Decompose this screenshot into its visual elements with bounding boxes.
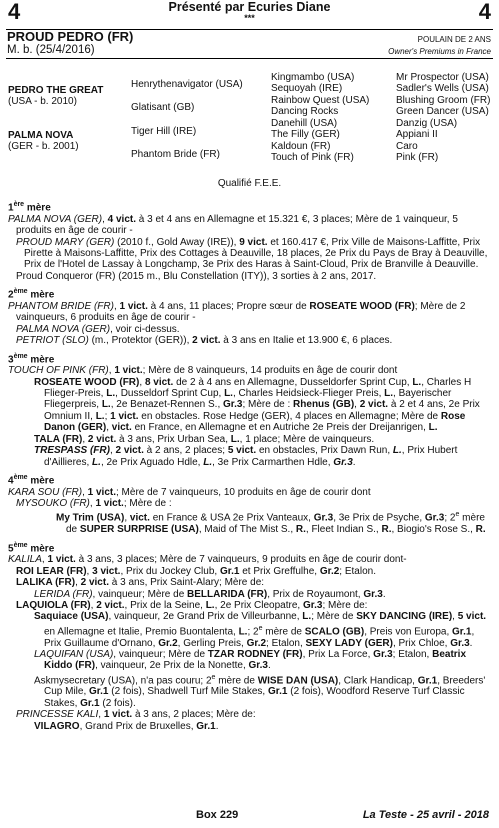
pedigree-gen3: Kingmambo (USA) — [271, 72, 355, 83]
pedigree-gen3: Touch of Pink (FR) — [271, 152, 354, 163]
horse-name: PROUD PEDRO (FR) — [7, 29, 134, 44]
paragraph: PALMA NOVA (GER), 4 vict. à 3 et 4 ans en Allemagne et 15.321 €, 3 places; Mère de 1 vainqueur, 5 produits en âge de courir - — [8, 213, 458, 237]
paragraph: KARA SOU (FR), 1 vict.; Mère de 7 vainqueurs, 10 produits en âge de courir dont — [8, 486, 371, 498]
divider — [6, 58, 493, 59]
qualification: Qualifié F.E.E. — [217, 178, 282, 189]
pedigree-gen2: Henrythenavigator (USA) — [131, 79, 243, 90]
paragraph: TRESPASS (FR), 2 vict. à 2 ans, 2 places; 5 vict. en obstacles, Prix Dawn Run, L., Prix Hubert d'Aillieres, L., 2e Prix Aguado Hdle, L., 3e Prix Carmarthen Hdle, Gr.3. — [34, 445, 458, 468]
family-notes — [8, 196, 490, 732]
pedigree-gen4: Pink (FR) — [396, 152, 439, 163]
sire-info: (USA - b. 2010) — [8, 96, 77, 107]
paragraph: TOUCH OF PINK (FR), 1 vict.; Mère de 8 vainqueurs, 14 produits en âge de courir dont — [8, 365, 398, 377]
paragraph: PALMA NOVA (GER), voir ci-dessus. — [16, 323, 180, 335]
pedigree-gen4: Mr Prospector (USA) — [396, 72, 489, 83]
paragraph: ROI LEAR (FR), 3 vict., Prix du Jockey Club, Gr.1 et Prix Greffulhe, Gr.2; Etalon. — [16, 565, 376, 577]
pedigree-gen4: Danzig (USA) — [396, 118, 458, 129]
presenter: Présenté par Ecuries Diane — [168, 0, 331, 14]
pedigree-gen3: Kaldoun (FR) — [271, 141, 331, 152]
paragraph: VILAGRO, Grand Prix de Bruxelles, Gr.1. — [34, 720, 219, 732]
section-heading: 5ème mère — [8, 541, 55, 554]
box-number: Box 229 — [196, 809, 239, 822]
stars: *** — [244, 13, 255, 23]
pedigree-gen3: Rainbow Quest (USA) — [271, 95, 370, 106]
catalogue-header — [0, 0, 499, 28]
paragraph: PROUD MARY (GER) (2010 f., Gold Away (IRE)), 9 vict. et 160.417 €, Prix Ville de Maisons-Laffitte, Prix Pirette à Maisons-Laffitte, Prix des Cottages à Deauville, 18 places, 2e Prix du Pays de Bray à Deauville, Prix de l'Hotel de Lassay à Longchamp, 3e Prix des Haras à Saint-Cloud, Prix de Branville à Deauville. — [16, 236, 488, 271]
horse-description: M. b. (25/4/2016) — [7, 44, 95, 56]
dam-info: (GER - b. 2001) — [8, 141, 79, 152]
paragraph: Askmysecretary (USA), n'a pas couru; 2e mère de WISE DAN (USA), Clark Handicap, Gr.1, Breeders' Cup Mile, Gr.1 (2 fois), Shadwell Turf Mile Stakes, Gr.1 (2 fois), Woodford Reserve Turf Classic Stakes, Gr.1 (2 fois). — [34, 673, 486, 709]
paragraph: LERIDA (FR), vainqueur; Mère de BELLARIDA (FR), Prix de Royaumont, Gr.3. — [34, 588, 386, 600]
paragraph: LALIKA (FR), 2 vict. à 3 ans, Prix Saint-Alary; Mère de: — [16, 577, 265, 589]
horse-status: POULAIN DE 2 ANS — [417, 35, 491, 44]
sire-name: PEDRO THE GREAT — [8, 85, 104, 96]
paragraph: PHANTOM BRIDE (FR), 1 vict. à 4 ans, 11 places; Propre sœur de ROSEATE WOOD (FR); Mère de 2 vainqueurs, 6 produits en âge de courir - — [8, 300, 466, 324]
pedigree-gen3: The Filly (GER) — [271, 129, 340, 140]
section-heading: 1ère mère — [8, 201, 51, 214]
pedigree-gen2: Tiger Hill (IRE) — [131, 126, 197, 137]
paragraph: KALILA, 1 vict. à 3 ans, 3 places; Mère de 7 vainqueurs, 9 produits en âge de courir dont- — [8, 554, 407, 566]
paragraph: Saquiace (USA), vainqueur, 2e Grand Prix de Villeurbanne, L.; Mère de SKY DANCING (IRE), 5 vict. en Allemagne et Italie, Premio Buontalenta, L.; 2e mère de SCALO (GB), Preis von Europa, Gr.1, Prix Guillaume d'Ornano, Gr.2, Gerling Preis, Gr.2; Etalon, SEXY LADY (GER), Prix Chloe, Gr.3. — [34, 611, 487, 649]
paragraph: LAQUIFAN (USA), vainqueur; Mère de TZAR RODNEY (FR), Prix La Force, Gr.3; Etalon, Beatrix Kiddo (FR), vainqueur, 2e Prix de la Nonette, Gr.3. — [34, 648, 467, 672]
paragraph: ROSEATE WOOD (FR), 8 vict. de 2 à 4 ans en Allemagne, Dusseldorfer Sprint Cup, L., Charles H Flieger-Preis, L., Dusseldorf Sprint Cup, L., Charles Heidsieck-Flieger Preis, L., Bayerischer Fliegerpreis, L., 2e Benazet-Rennen S., Gr.3; Mère de : Rhenus (GB), 2 vict. à 2 et 4 ans, 2e Prix Omnium II, L.; 1 vict. en obstacles. Rose Hedge (GER), 4 places en Allemagne; Mère de Rose Danon (GER), vict. en France, en Allemagne et en Autriche 2e Preis der Dreijanrigen, L. — [34, 376, 480, 434]
paragraph: My Trim (USA), vict. en France & USA 2e Prix Vanteaux, Gr.3, 3e Prix de Psyche, Gr.3; 2e mère de SUPER SURPRISE (USA), Maid of The Mist S., R., Fleet Indian S., R., Biogio's Rose S., R. — [56, 511, 486, 536]
paragraph: TALA (FR), 2 vict. à 3 ans, Prix Urban Sea, L., 1 place; Mère de vainqueurs. — [34, 433, 375, 445]
pedigree-gen4: Appiani II — [396, 129, 438, 140]
lot-number-left: 4 — [8, 0, 21, 24]
paragraph: Proud Conqueror (FR) (2015 m., Blu Constellation (ITY)), 3 sorties à 2 ans, 2017. — [16, 270, 377, 282]
paragraph: PRINCESSE KALI, 1 vict. à 3 ans, 2 places; Mère de: — [16, 709, 256, 721]
pedigree-gen4: Sadler's Wells (USA) — [396, 83, 489, 94]
pedigree-gen2: Phantom Bride (FR) — [131, 149, 220, 160]
pedigree-gen4: Caro — [396, 141, 418, 152]
paragraph: LAQUIOLA (FR), 2 vict., Prix de la Seine, L., 2e Prix Cleopatre, Gr.3; Mère de: — [16, 599, 368, 611]
section-heading: 4ème mère — [8, 473, 55, 487]
owners-premiums: Owner's Premiums in France — [388, 47, 491, 56]
section-heading: 3ème mère — [8, 352, 55, 365]
pedigree-gen2: Glatisant (GB) — [131, 102, 195, 113]
sale-date: La Teste - 25 avril - 2018 — [362, 809, 489, 822]
pedigree-gen3: Danehill (USA) — [271, 118, 338, 129]
pedigree-gen4: Green Dancer (USA) — [396, 106, 489, 117]
section-heading: 2ème mère — [8, 288, 55, 301]
pedigree-gen3: Sequoyah (IRE) — [271, 83, 343, 94]
pedigree-gen3: Dancing Rocks — [271, 106, 339, 117]
paragraph: PETRIOT (SLO) (m., Protektor (GER)), 2 vict. à 3 ans en Italie et 13.900 €, 6 places. — [16, 335, 393, 347]
pedigree-gen4: Blushing Groom (FR) — [396, 95, 491, 106]
dam-name: PALMA NOVA — [8, 130, 74, 141]
paragraph: MYSOUKO (FR), 1 vict.; Mère de : — [16, 498, 172, 510]
lot-number-right: 4 — [478, 0, 491, 24]
